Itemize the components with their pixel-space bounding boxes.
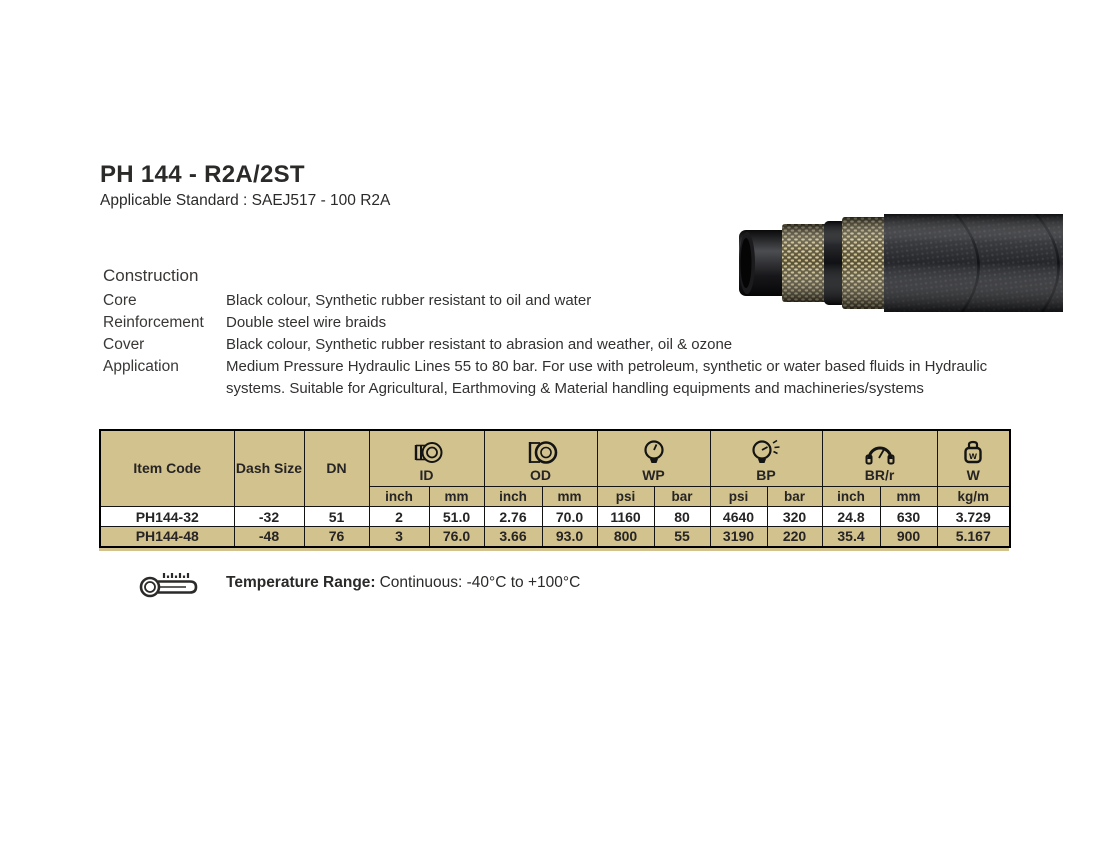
- inner-diameter-icon: [409, 439, 445, 466]
- unit-header: mm: [429, 487, 484, 507]
- cell-wp-psi: 1160: [597, 507, 654, 527]
- svg-text:w: w: [969, 451, 978, 462]
- cell-bp-psi: 4640: [710, 507, 767, 527]
- construction-heading: Construction: [103, 266, 199, 285]
- construction-value: Black colour, Synthetic rubber resistant to oil and water: [226, 292, 592, 309]
- cell-weight: 3.729: [937, 507, 1010, 527]
- temperature-note: [138, 566, 581, 607]
- construction-value: Double steel wire braids: [226, 314, 387, 331]
- temperature-text: [226, 574, 826, 592]
- burst-pressure-icon: [749, 439, 783, 466]
- construction-label: Reinforcement: [103, 314, 204, 331]
- temperature-value: Continuous: -40°C to +100°C: [379, 574, 581, 591]
- col-header-wp: WP: [597, 430, 710, 487]
- cell-id-mm: 51.0: [429, 507, 484, 527]
- page-title: PH 144 - R2A/2ST: [100, 161, 305, 188]
- cell-weight: 5.167: [937, 527, 1010, 547]
- cell-brr-mm: 900: [880, 527, 937, 547]
- cell-dash-size: -48: [234, 527, 304, 547]
- unit-header: psi: [710, 487, 767, 507]
- construction-label: Application: [103, 358, 179, 375]
- construction-section: [103, 266, 1008, 400]
- cell-od-inch: 3.66: [484, 527, 542, 547]
- cell-wp-psi: 800: [597, 527, 654, 547]
- construction-row-cover: [103, 334, 1008, 356]
- col-header-od: OD: [484, 430, 597, 487]
- cell-id-inch: 2: [369, 507, 429, 527]
- unit-header: inch: [369, 487, 429, 507]
- construction-row-reinforcement: [103, 312, 1008, 334]
- unit-header: psi: [597, 487, 654, 507]
- table-row: [100, 527, 1010, 547]
- construction-value: Medium Pressure Hydraulic Lines 55 to 80 bar. For use with petroleum, synthetic or water based fluids in Hydraulic systems. Suitable for Agricultural, Earthmoving & Material handling equipments and machineries/systems: [226, 358, 988, 397]
- col-header-bp: BP: [710, 430, 822, 487]
- cell-item-code: PH144-32: [100, 507, 234, 527]
- construction-row-application: [103, 356, 1008, 400]
- applicable-standard: Applicable Standard : SAEJ517 - 100 R2A: [100, 192, 391, 209]
- cell-dn: 76: [304, 527, 369, 547]
- spec-table-wrap: [99, 429, 1009, 551]
- unit-header: mm: [542, 487, 597, 507]
- unit-header: bar: [767, 487, 822, 507]
- cell-id-inch: 3: [369, 527, 429, 547]
- unit-header: inch: [822, 487, 880, 507]
- col-header-item-code: Item Code: [100, 430, 234, 507]
- construction-value: Black colour, Synthetic rubber resistant to abrasion and weather, oil & ozone: [226, 336, 733, 353]
- col-header-brr: BR/r: [822, 430, 937, 487]
- table-row: [100, 507, 1010, 527]
- cell-dn: 51: [304, 507, 369, 527]
- construction-row-core: [103, 290, 1008, 312]
- cell-brr-mm: 630: [880, 507, 937, 527]
- cell-brr-inch: 35.4: [822, 527, 880, 547]
- cell-od-mm: 70.0: [542, 507, 597, 527]
- cell-wp-bar: 80: [654, 507, 710, 527]
- working-pressure-icon: [640, 439, 668, 466]
- unit-header: kg/m: [937, 487, 1010, 507]
- cell-brr-inch: 24.8: [822, 507, 880, 527]
- cell-dash-size: -32: [234, 507, 304, 527]
- cell-bp-bar: 220: [767, 527, 822, 547]
- cell-id-mm: 76.0: [429, 527, 484, 547]
- cell-wp-bar: 55: [654, 527, 710, 547]
- col-header-dash-size: Dash Size: [234, 430, 304, 507]
- cell-bp-bar: 320: [767, 507, 822, 527]
- cell-item-code: PH144-48: [100, 527, 234, 547]
- unit-header: inch: [484, 487, 542, 507]
- cell-od-mm: 93.0: [542, 527, 597, 547]
- temperature-label: Temperature Range:: [226, 574, 376, 591]
- thermometer-icon: [138, 566, 202, 602]
- cell-bp-psi: 3190: [710, 527, 767, 547]
- unit-header: bar: [654, 487, 710, 507]
- spec-table: [99, 429, 1011, 548]
- bend-radius-icon: [863, 439, 897, 466]
- col-header-dn: DN: [304, 430, 369, 507]
- construction-label: Cover: [103, 336, 145, 353]
- unit-header: mm: [880, 487, 937, 507]
- construction-label: Core: [103, 292, 137, 309]
- col-header-w: w W: [937, 430, 1010, 487]
- cell-od-inch: 2.76: [484, 507, 542, 527]
- weight-icon: [962, 439, 984, 466]
- outer-diameter-icon: [523, 439, 559, 466]
- col-header-id: ID: [369, 430, 484, 487]
